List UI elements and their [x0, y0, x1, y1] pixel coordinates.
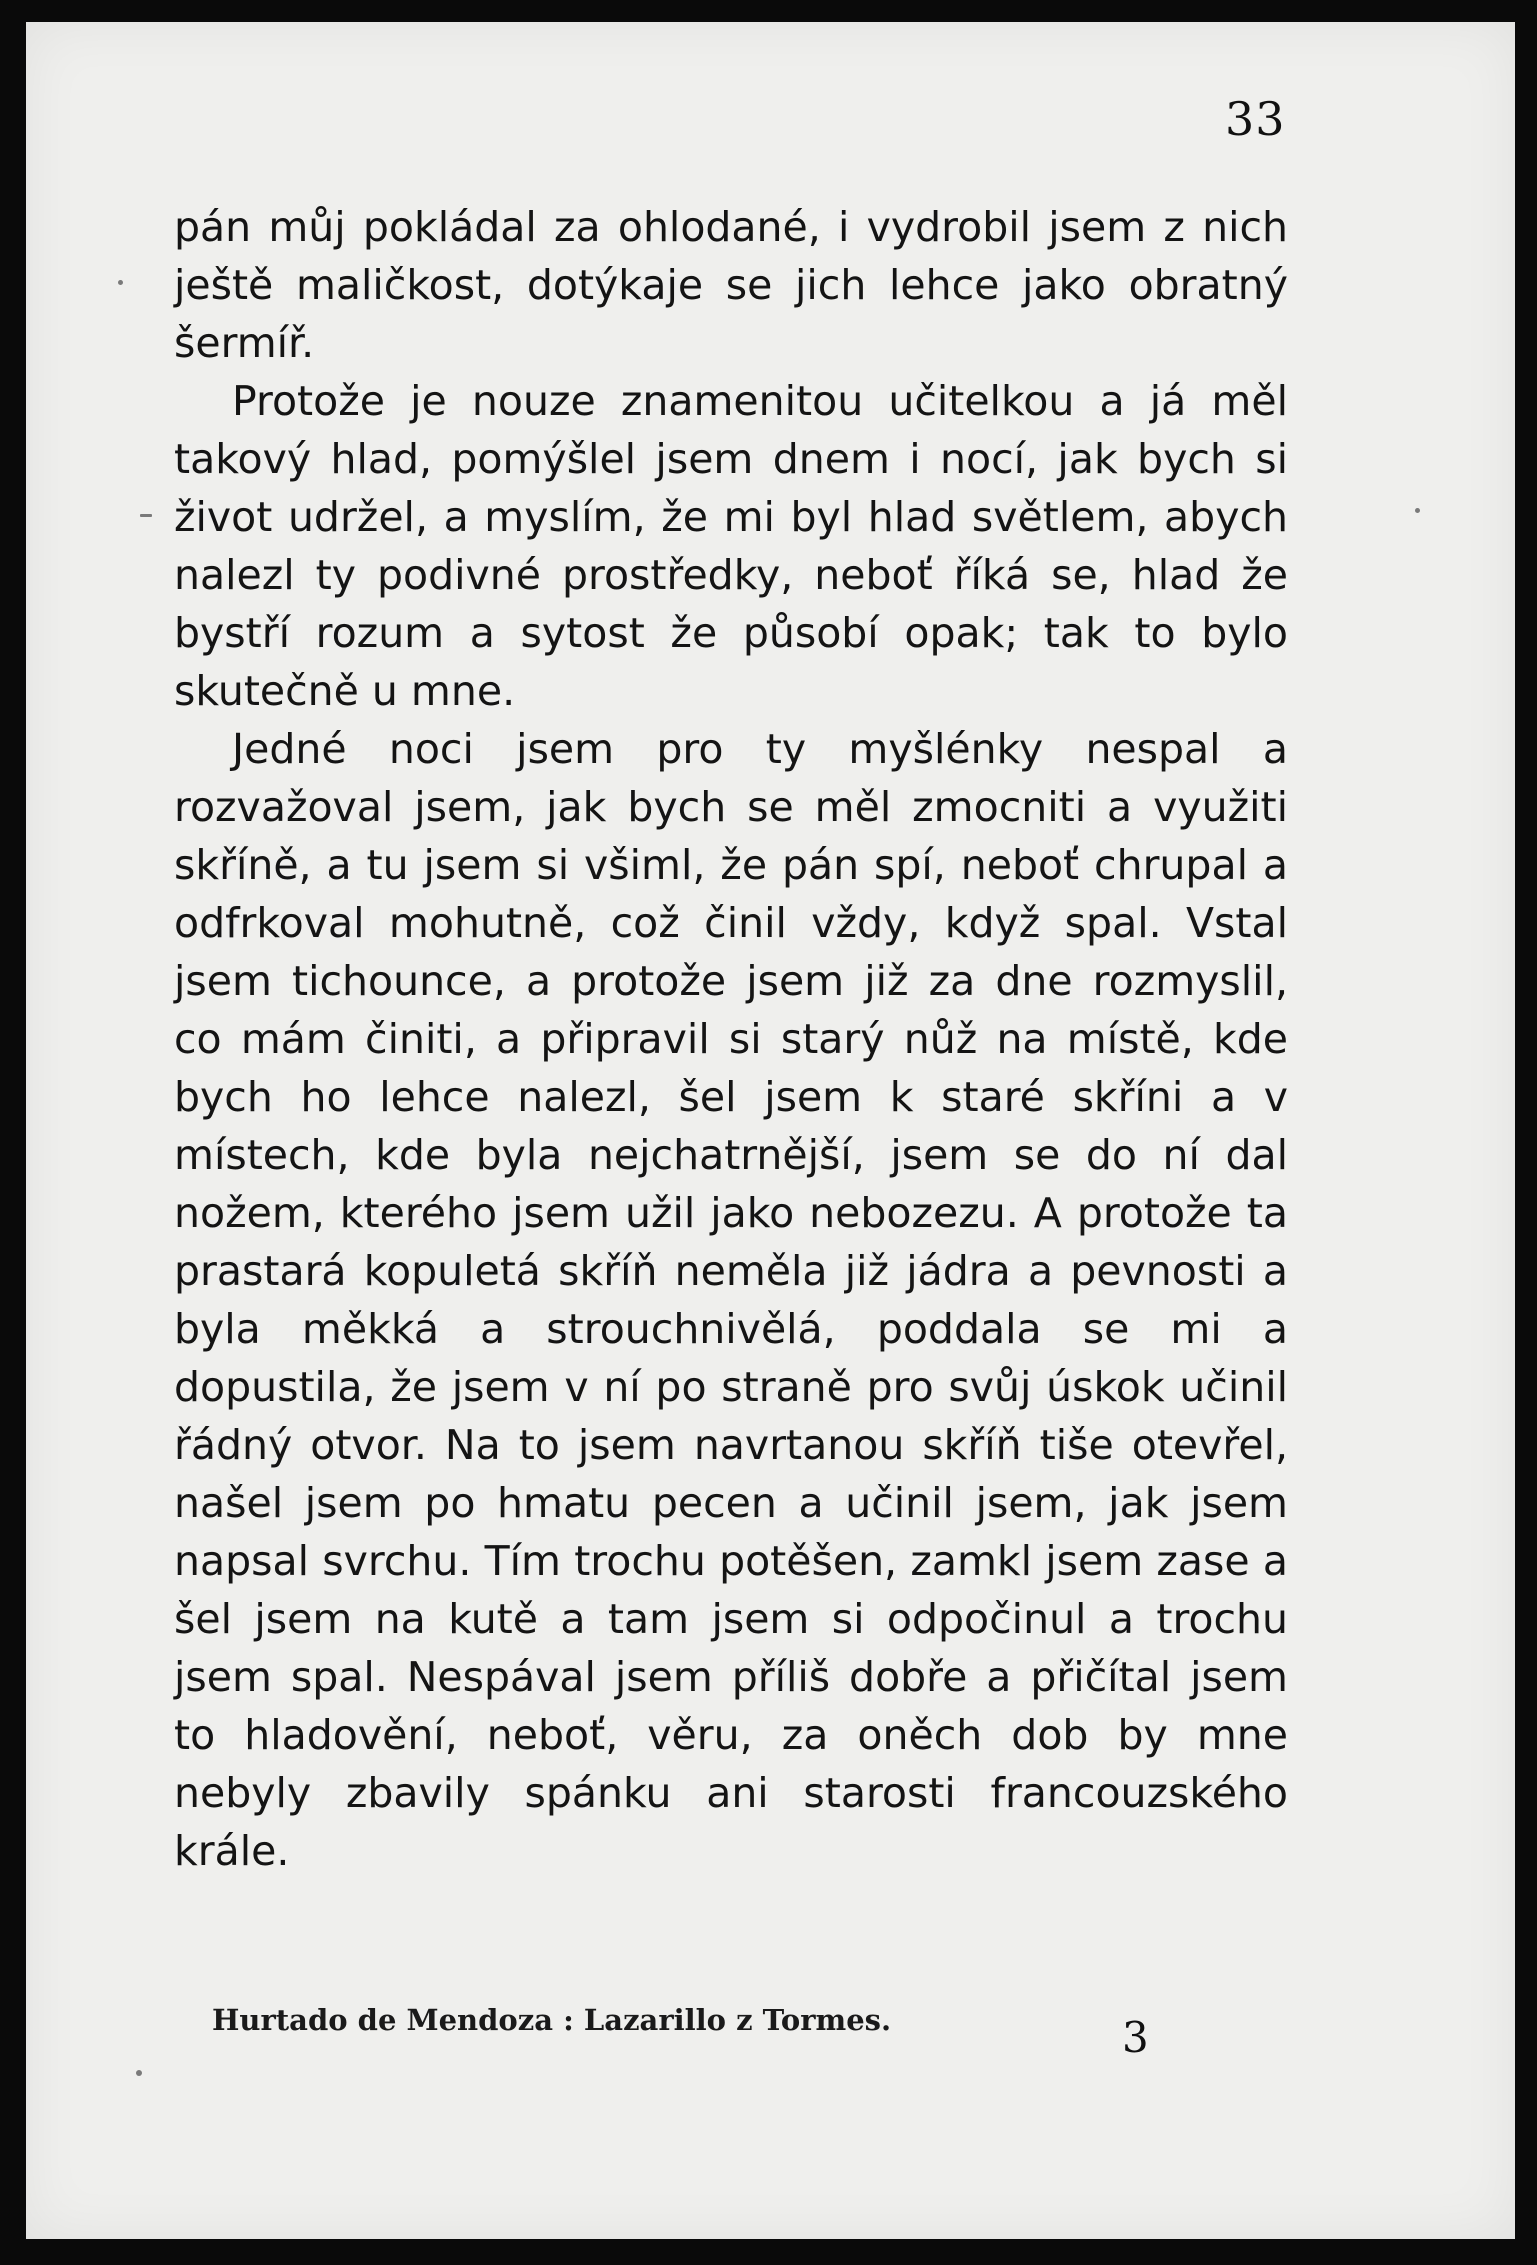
page-number: 33 — [1225, 92, 1286, 146]
paper-speck — [118, 280, 123, 285]
scan-border-top — [0, 0, 1537, 22]
footer-book-title: Hurtado de Mendoza : Lazarillo z Tormes. — [212, 2003, 892, 2037]
paragraph: Jedné noci jsem pro ty myšlénky nespal a rozvažoval jsem, jak bych se měl zmocniti a využiti skříně, a tu jsem si všiml, že pán spí, neboť chrupal a odfrkoval mohutně, což činil vždy, když spal. Vstal jsem tichounce, a protože jsem již za dne rozmyslil, co mám činiti, a připravil si starý nůž na místě, kde bych ho lehce nalezl, šel jsem k staré skříni a v místech, kde byla nejchatrnější, jsem se do ní dal nožem, kterého jsem užil jako nebozezu. A protože ta prastará kopuletá skříň neměla již jádra a pevnosti a byla měkká a strouchnivělá, poddala se mi a dopustila, že jsem v ní po straně pro svůj úskok učinil řádný otvor. Na to jsem navrtanou skříň tiše otevřel, našel jsem po hmatu pecen a učinil jsem, jak jsem napsal svrchu. Tím trochu potěšen, zamkl jsem zase a šel jsem na kutě a tam jsem si odpočinul a trochu jsem spal. Nespával jsem příliš dobře a přičítal jsem to hladovění, neboť, věru, za oněch dob by mne nebyly zbavily spánku ani starosti francouzského krále. — [174, 725, 1288, 1875]
scan-border-bottom — [0, 2239, 1537, 2265]
paper-speck — [136, 2070, 142, 2076]
body-text — [174, 198, 1288, 1880]
paragraph: pán můj pokládal za ohlodané, i vydrobil jsem z nich ještě maličkost, dotýkaje se jich lehce jako obratný šermíř. — [174, 203, 1288, 367]
paragraph: Protože je nouze znamenitou učitelkou a já měl takový hlad, pomýšlel jsem dnem i nocí, jak bych si život udržel, a myslím, že mi byl hlad světlem, abych nalezl ty podivné prostředky, neboť říká se, hlad že bystří rozum a sytost že působí opak; tak to bylo skutečně u mne. — [174, 377, 1288, 715]
paper-speck — [140, 514, 152, 517]
signature-mark: 3 — [1122, 2013, 1149, 2062]
scan-border-left — [0, 0, 26, 2265]
scan-border-right — [1515, 0, 1537, 2265]
paper-speck — [1415, 508, 1420, 513]
